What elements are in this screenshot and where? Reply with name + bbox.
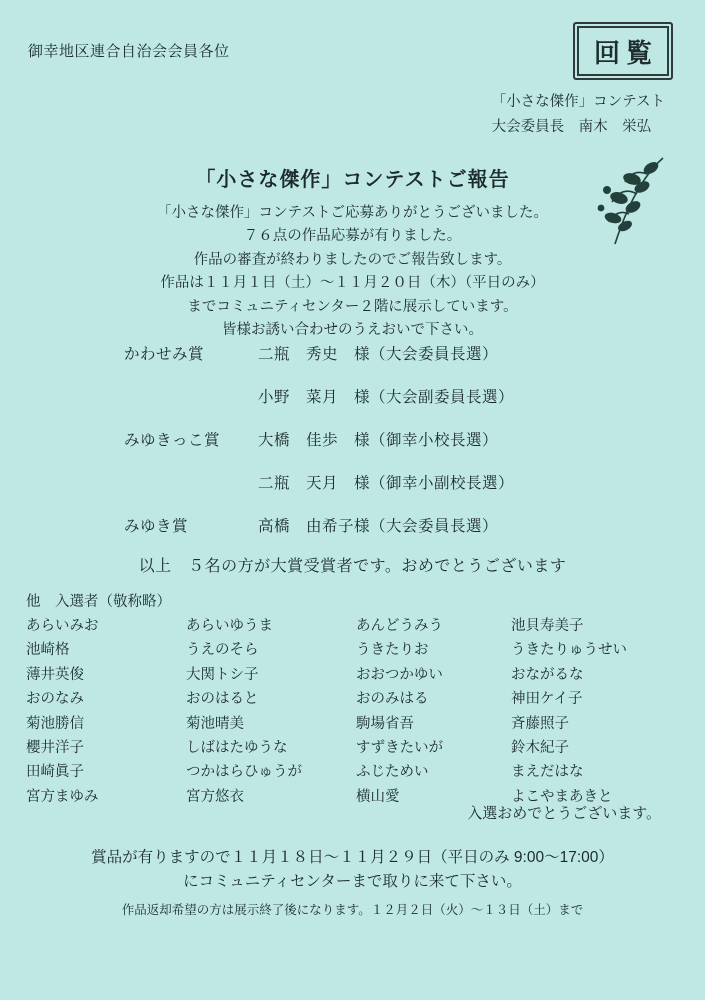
list-item: 駒場省吾 (356, 715, 414, 732)
list-item: 神田ケイ子 (511, 691, 583, 708)
list-item: うえのそら (186, 642, 259, 659)
list-item: 櫻井洋子 (26, 739, 84, 756)
intro-line-3: 作品の審査が終わりましたのでご報告致します。 (193, 251, 512, 268)
list-item: うきたりお (356, 642, 429, 659)
list-item: 宮方まゆみ (26, 788, 99, 805)
award-winner: 二瓶 秀史 様（大会委員長選） (258, 346, 499, 363)
list-item: すずきたいが (356, 739, 444, 756)
list-item: まえだはな (511, 764, 584, 781)
award-winner: 二瓶 天月 様（御幸小副校長選） (258, 475, 515, 492)
award-category: みゆきっこ賞 (124, 432, 221, 449)
list-item: おおつかゆい (356, 666, 443, 683)
list-item: 薄井英俊 (26, 666, 84, 683)
list-item: ふじためい (356, 764, 429, 781)
list-item: おのなみ (26, 691, 84, 708)
issuer-block (492, 90, 665, 141)
footer-notes (0, 846, 705, 918)
list-item: 横山愛 (356, 788, 400, 805)
issuer-contest-name: 「小さな傑作」コンテスト (491, 94, 665, 110)
award-category: かわせみ賞 (124, 346, 205, 363)
footer-line-3: 作品返却希望の方は展示終了後になります。１２月２日（火）〜１３日（土）まで (121, 903, 584, 918)
list-item: 宮方悠衣 (186, 788, 244, 805)
intro-line-6: 皆様お誘い合わせのうえおいで下さい。 (222, 322, 483, 339)
award-row (0, 385, 705, 428)
other-winners-grid (26, 614, 671, 809)
list-item: あんどうみう (356, 618, 443, 634)
list-item: しばはたゆうな (186, 739, 288, 756)
list-item: 菊池勝信 (26, 715, 84, 732)
list-item: 斉藤照子 (511, 715, 569, 732)
list-item: うきたりゅうせい (511, 642, 627, 659)
list-item: あらいみお (26, 618, 99, 634)
intro-paragraph (0, 202, 705, 343)
intro-line-1: 「小さな傑作」コンテストご応募ありがとうございました。 (157, 205, 548, 221)
list-item: よこやまあきと (511, 788, 613, 805)
list-item: つかはらひゅうが (186, 764, 302, 781)
list-item: おながるな (511, 666, 584, 683)
award-winner: 高橋 由希子様（大会委員長選） (258, 518, 499, 535)
award-row (0, 514, 705, 557)
list-item: 大関トシ子 (186, 666, 259, 683)
award-category: みゆき賞 (124, 518, 189, 535)
intro-line-2: ７６点の作品応募が有りました。 (243, 228, 462, 245)
circulation-stamp (573, 22, 673, 80)
list-item: おのみはる (356, 691, 429, 708)
list-item: 田崎眞子 (26, 764, 84, 781)
issuer-chairman: 大会委員長 南木 栄弘 (491, 119, 652, 136)
list-item: 菊池晴美 (186, 715, 244, 732)
list-item: あらいゆうま (186, 618, 273, 634)
award-row (0, 428, 705, 471)
footer-line-2: にコミュニティセンターまで取りに来て下さい。 (183, 873, 522, 891)
list-item: 池貝寿美子 (511, 618, 584, 634)
congratulations-line: 入選おめでとうございます。 (467, 805, 661, 822)
award-row (0, 342, 705, 385)
intro-line-5: までコミュニティセンター２階に展示しています。 (187, 298, 518, 315)
list-item: 池崎格 (26, 642, 70, 659)
other-winners-heading: 他 入選者（敬称略） (26, 594, 171, 610)
award-winner: 大橋 佳歩 様（御幸小校長選） (258, 432, 499, 449)
award-row (0, 471, 705, 514)
awards-list (0, 342, 705, 557)
footer-line-1: 賞品が有りますので１１月１８日〜１１月２９日（平日のみ 9:00〜17:00） (91, 849, 614, 866)
addressee-line: 御幸地区連合自治会会員各位 (28, 43, 230, 60)
summary-line: 以上 ５名の方が大賞受賞者です。おめでとうございます (138, 558, 567, 575)
award-winner: 小野 菜月 様（大会副委員長選） (258, 389, 515, 406)
page-title: 「小さな傑作」コンテストご報告 (195, 169, 510, 191)
list-item: おのはると (186, 691, 259, 708)
circulation-stamp-label: 回覧 (593, 38, 658, 69)
intro-line-4: 作品は１１月１日（土）〜１１月２０日（木）（平日のみ） (160, 275, 545, 292)
list-item: 鈴木紀子 (511, 739, 569, 756)
